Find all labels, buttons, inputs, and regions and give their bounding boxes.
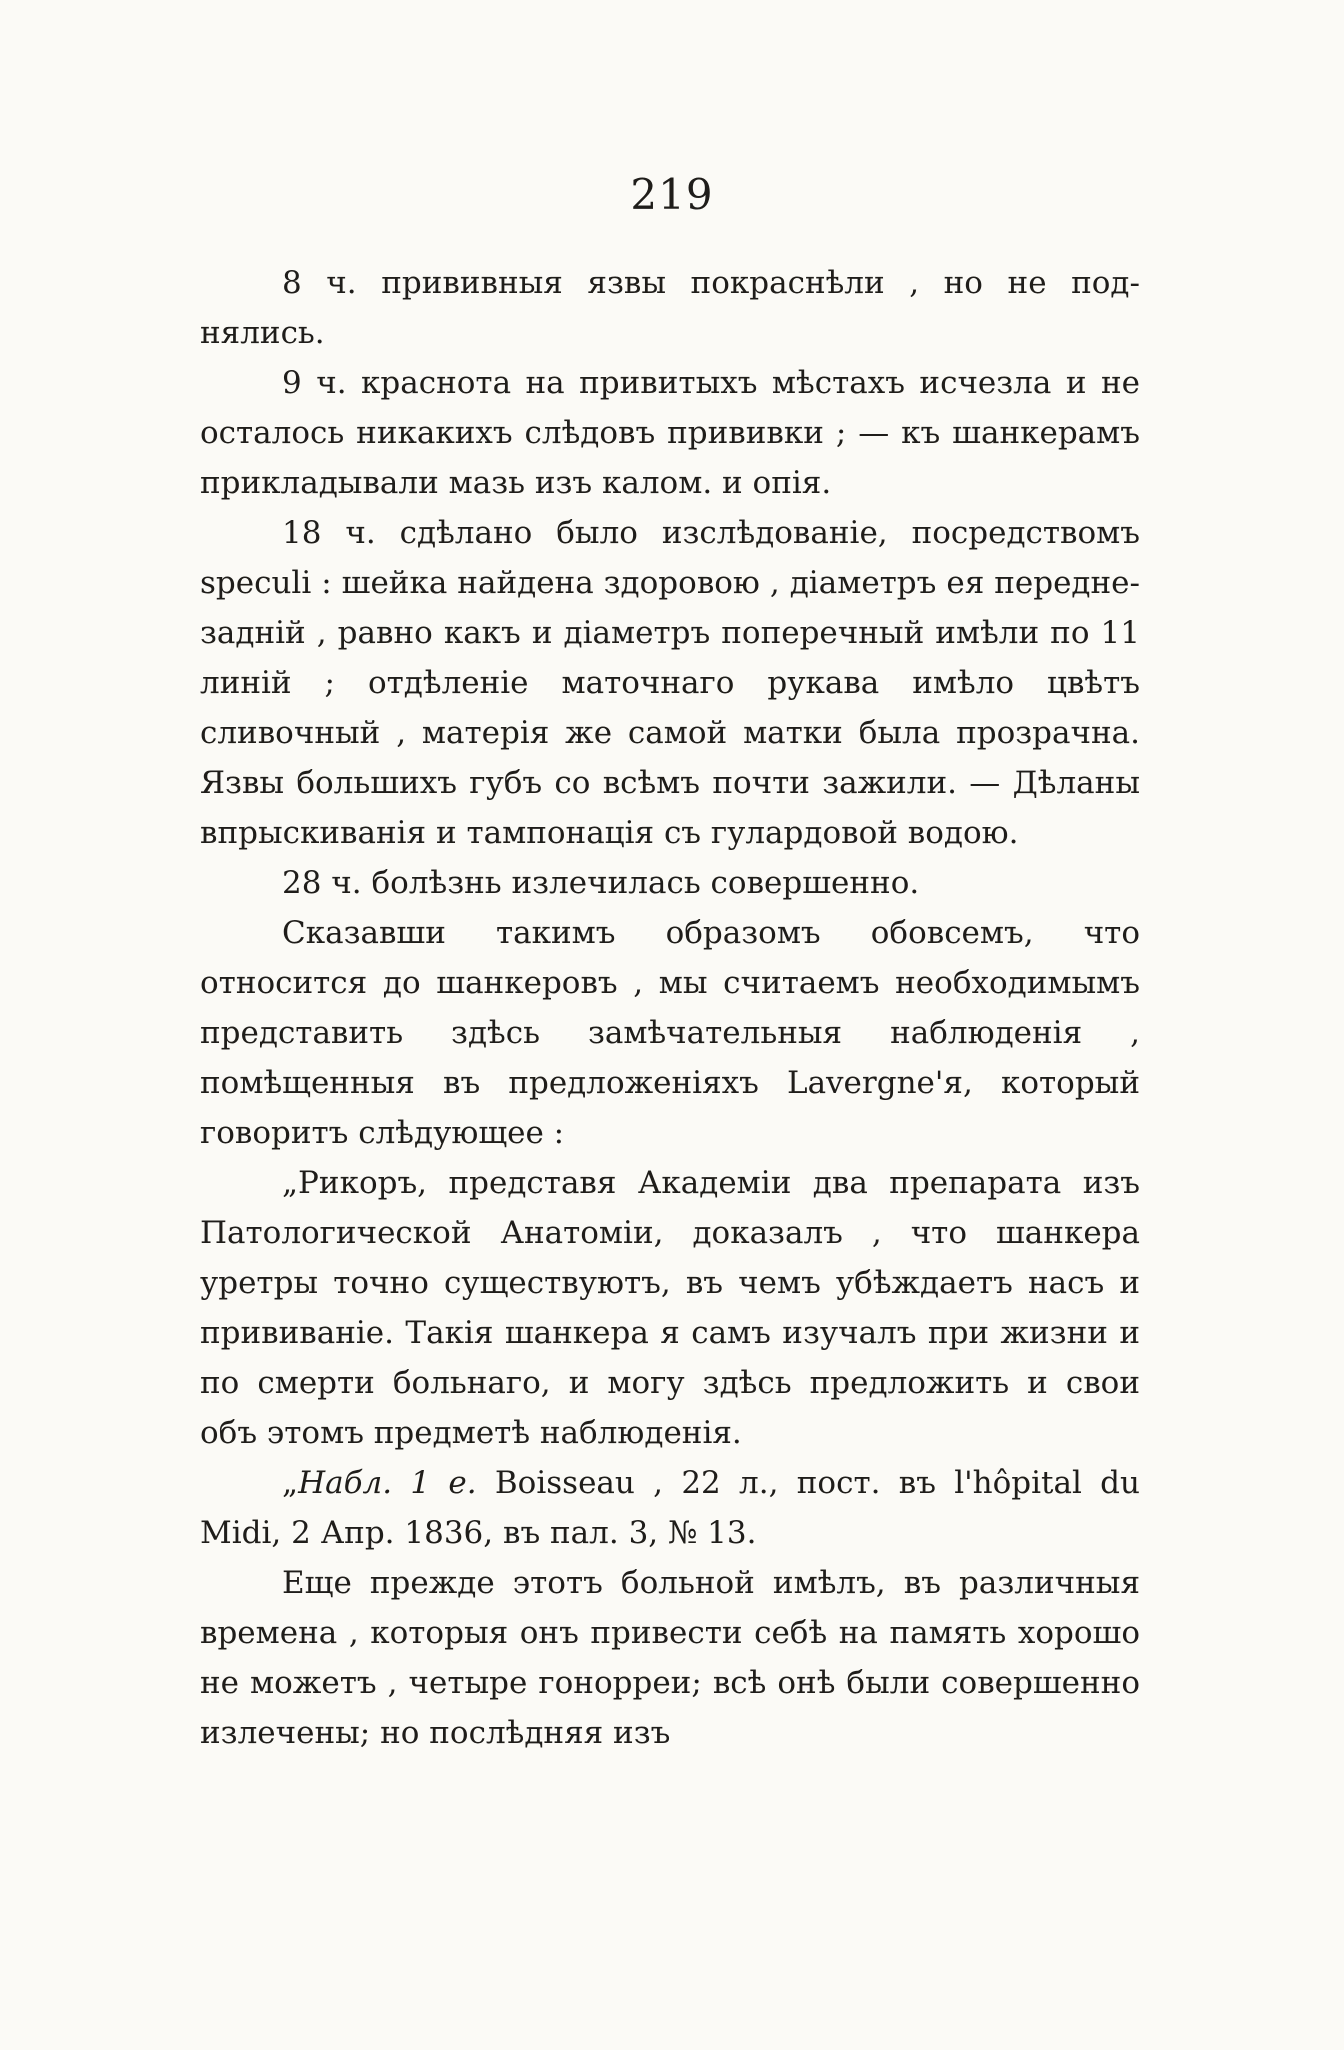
paragraph-9ch: 9 ч. краснота на привитыхъ мѣстахъ исчезла и не осталось никакихъ слѣдовъ прививки ; — къ шанкерамъ прикладывали мазь изъ калом. и опія. (200, 365, 1140, 501)
paragraph-18ch: 18 ч. сдѣлано было изслѣдованіе, посредствомъ speculi : шейка найдена здоровою , діаметръ ея передне-задній , равно какъ и діаметръ поперечный имѣли по 11 линій ; отдѣленіе маточнаго рукава имѣло цвѣтъ сливочный , матерія же самой матки была прозрачна. Язвы большихъ губъ со всѣмъ почти зажили. — Дѣланы впрыскиванія и тампонація съ гулардовой водою. (200, 515, 1140, 851)
paragraph-ricord-quote: „Рикоръ, представя Академіи два препарата изъ Патологической Анатоміи, доказалъ , что шанкера уретры точно существуютъ, въ чемъ убѣждаетъ насъ и прививаніе. Такія шанкера я самъ изучалъ при жизни и по смерти больнаго, и могу здѣсь предложить и свои объ этомъ предметѣ наблюденія. (200, 1165, 1140, 1451)
page-number: 219 (630, 170, 714, 219)
paragraph-28ch: 28 ч. болѣзнь излечилась совершенно. (282, 865, 920, 901)
paragraph-history: Еще прежде этотъ больной имѣлъ, въ различныя времена , которыя онъ привести себѣ на память хорошо не можетъ , четыре гонорреи; всѣ онѣ были совершенно излечены; но послѣдняя изъ (200, 1565, 1140, 1751)
paragraph-observation (200, 1458, 1140, 1558)
body-text (200, 258, 1140, 1758)
paragraph-chancres: Сказавши такимъ образомъ обовсемъ, что относится до шанкеровъ , мы считаемъ необходимымъ представить здѣсь замѣчательныя наблюденія , помѣщенныя въ предложеніяхъ Lavergne'я, который говоритъ слѣдующее : (200, 915, 1140, 1151)
observation-label: Набл. 1 е. (298, 1465, 477, 1501)
observation-details: Boisseau , 22 л., пост. въ l'hôpital du Midi, 2 Апр. 1836, въ пал. 3, № 13. (200, 1465, 1140, 1551)
observation-open-quote: „ (282, 1465, 299, 1501)
paragraph-8ch: 8 ч. прививныя язвы покраснѣли , но не под-нялись. (200, 265, 1140, 351)
